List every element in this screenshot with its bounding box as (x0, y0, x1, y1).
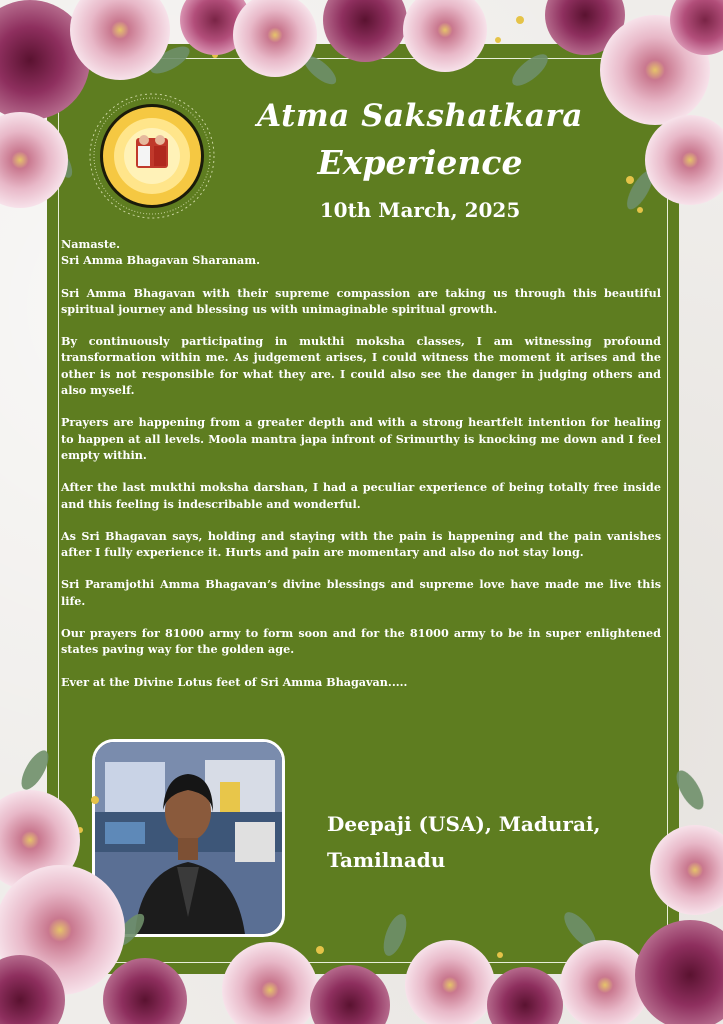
author-location-line: Tamilnadu (327, 848, 446, 872)
letter-body (61, 236, 661, 706)
title-line-2: Experience (317, 143, 523, 182)
paragraph: As Sri Bhagavan says, holding and staying with the pain is happening and the pain vanishes after I fully experience it. Hurts and pain are momentary and also do not stay long. (61, 528, 661, 560)
greeting-namaste: Namaste. (61, 237, 121, 251)
paragraph: Prayers are happening from a greater depth and with a strong heartfelt intention for healing to happen at all levels. Moola mantra japa infront of Srimurthy is knocking me down and I feel empty within. (61, 415, 661, 462)
author-signature (327, 806, 627, 878)
paragraph: Sri Paramjothi Amma Bhagavan’s divine blessings and supreme love have made me live this life. (61, 577, 661, 608)
paragraph: Sri Amma Bhagavan with their supreme compassion are taking us through this beautiful spiritual journey and blessing us with unimaginable spiritual growth. (61, 285, 661, 316)
greeting-sharanam: Sri Amma Bhagavan Sharanam. (61, 253, 261, 268)
paragraph: Our prayers for 81000 army to form soon and for the 81000 army to be in super enlightened states paving way for the golden age. (61, 626, 661, 657)
paragraph-closing: Ever at the Divine Lotus feet of Sri Amma Bhagavan..... (61, 674, 408, 689)
title-line-1: Atma Sakshatkara (257, 98, 583, 134)
author-photo (92, 739, 285, 937)
amma-bhagavan-emblem (86, 90, 218, 222)
letter-date: 10th March, 2025 (319, 198, 521, 222)
paragraph: After the last mukthi moksha darshan, I had a peculiar experience of being totally free inside and this feeling is indescribable and wonderful. (61, 480, 661, 511)
author-name-line: Deepaji (USA), Madurai, (327, 812, 601, 836)
paragraph: By continuously participating in mukthi moksha classes, I am witnessing profound transformation within me. As judgement arises, I could witness the moment it arises and the other is not responsible for what they are. I could also see the danger in judging others and also myself. (61, 334, 661, 398)
